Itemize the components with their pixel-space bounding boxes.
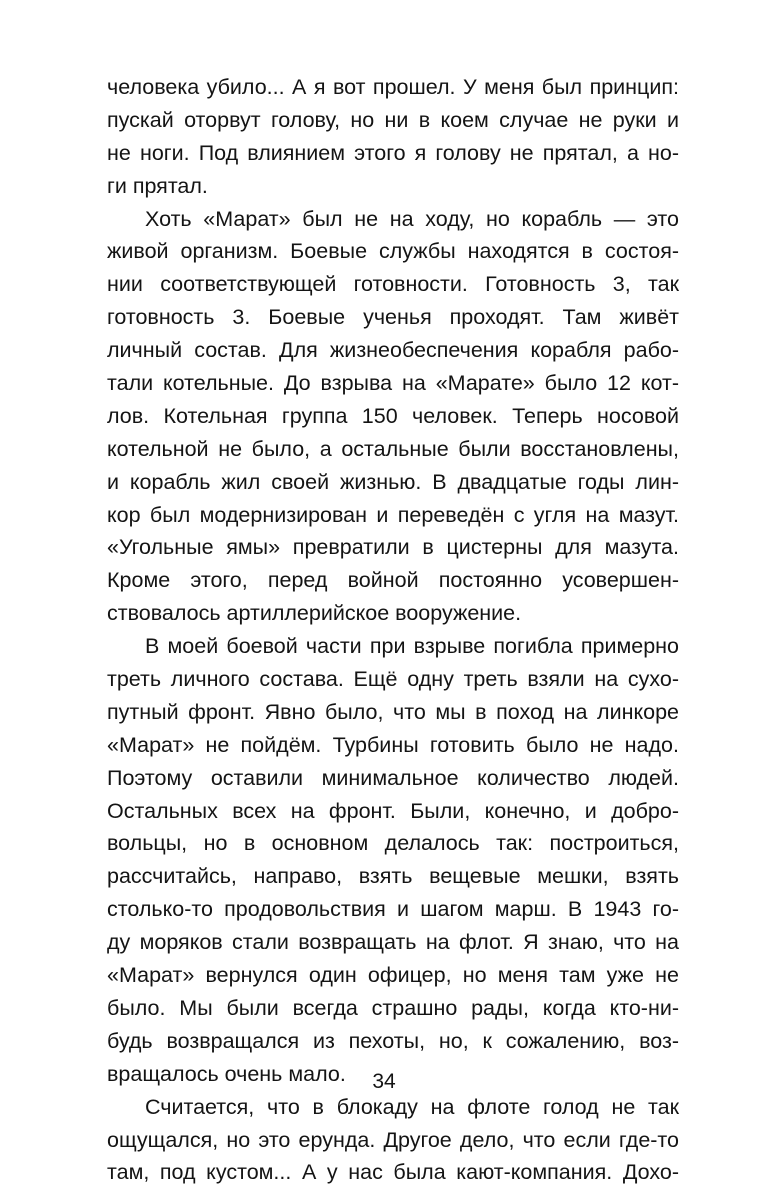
text-line: и корабль жил своей жизнью. В двадцатые годы лин- — [107, 469, 679, 494]
text-line: вольцы, но в основном делалось так: построиться, — [107, 831, 679, 856]
paragraph — [107, 71, 679, 203]
paragraph — [107, 203, 679, 631]
text-line: пускай оторвут голову, но ни в коем случае не руки и — [107, 107, 679, 132]
text-line: Кроме этого, перед войной постоянно усовершен- — [107, 568, 679, 593]
page-number: 34 — [372, 1070, 396, 1093]
text-line: треть личного состава. Ещё одну треть взяли на сухо- — [107, 667, 679, 692]
paragraph — [107, 1091, 679, 1189]
text-line: «Угольные ямы» превратили в цистерны для мазута. — [107, 535, 679, 560]
text-line: готовность 3. Боевые ученья проходят. Там живёт — [107, 305, 679, 330]
text-line: вращалось очень мало. — [107, 1061, 346, 1086]
text-line: «Марат» не пойдём. Турбины готовить было не надо. — [107, 732, 679, 757]
text-line: Считается, что в блокаду на флоте голод не так — [145, 1094, 679, 1119]
text-line: столько-то продовольствия и шагом марш. В 1943 го- — [107, 897, 679, 922]
text-line: Остальных всех на фронт. Были, конечно, и добро- — [107, 798, 679, 823]
text-line: будь возвращался из пехоты, но, к сожалению, воз- — [107, 1028, 679, 1053]
body-text — [107, 71, 679, 1189]
text-line: ствовалось артиллерийское вооружение. — [107, 601, 522, 626]
text-line: Хоть «Марат» был не на ходу, но корабль — это — [145, 206, 679, 231]
text-line: ощущался, но это ерунда. Другое дело, что если где-то — [107, 1127, 679, 1152]
text-line: котельной не было, а остальные были восстановлены, — [107, 436, 679, 461]
text-line: кор был модернизирован и переведён с угля на мазут. — [107, 502, 679, 527]
text-line: Поэтому оставили минимальное количество людей. — [107, 765, 679, 790]
text-line: нии соответствующей готовности. Готовность 3, так — [107, 272, 679, 297]
text-line: живой организм. Боевые службы находятся в состоя- — [107, 239, 679, 264]
text-line: тали котельные. До взрыва на «Марате» было 12 кот- — [107, 371, 679, 396]
text-line: там, под кустом... А у нас была кают-компания. Дохо- — [107, 1160, 679, 1185]
text-line: ги прятал. — [107, 173, 208, 198]
text-line: рассчитайсь, направо, взять вещевые мешки, взять — [107, 864, 679, 889]
paragraph — [107, 630, 679, 1090]
text-line: «Марат» вернулся один офицер, но меня там уже не — [107, 963, 679, 988]
text-line: ду моряков стали возвращать на флот. Я знаю, что на — [107, 930, 679, 955]
text-line: В моей боевой части при взрыве погибла примерно — [145, 634, 679, 659]
text-line: путный фронт. Явно было, что мы в поход на линкоре — [107, 699, 679, 724]
text-line: человека убило... А я вот прошел. У меня был принцип: — [107, 75, 679, 99]
text-line: лов. Котельная группа 150 человек. Теперь носовой — [107, 403, 679, 428]
text-line: было. Мы были всегда страшно рады, когда кто-ни- — [107, 995, 679, 1020]
text-line: личный состав. Для жизнеобеспечения корабля рабо- — [107, 338, 679, 363]
text-line: не ноги. Под влиянием этого я голову не прятал, а но- — [107, 140, 679, 165]
